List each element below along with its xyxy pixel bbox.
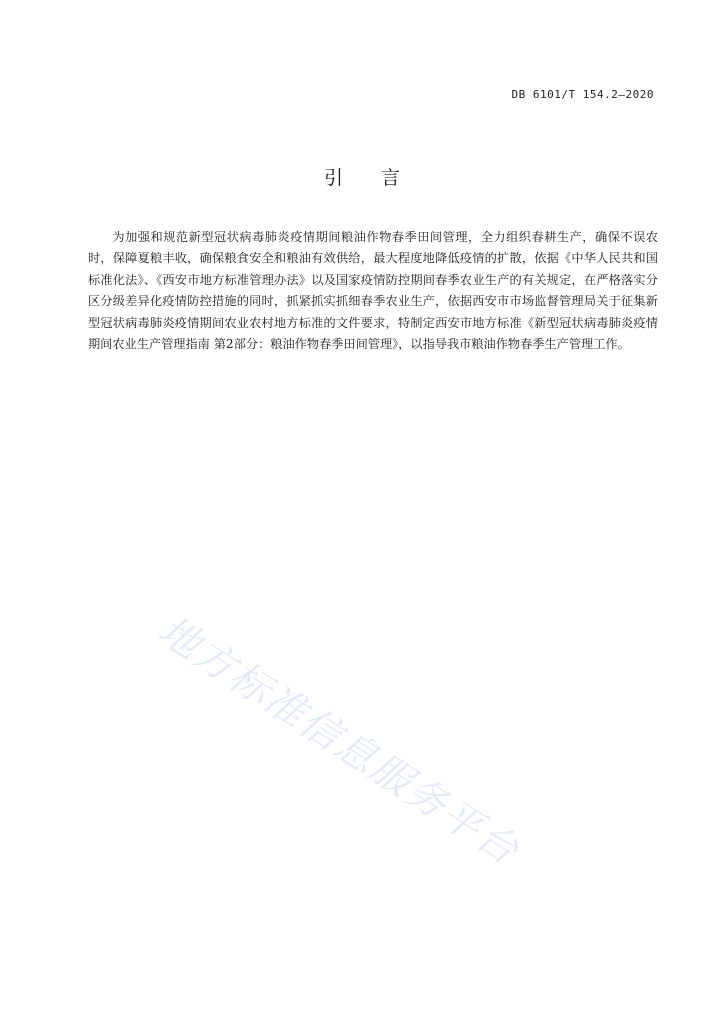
watermark: 地方标准信息服务平台 — [150, 607, 528, 875]
section-title-char-1: 引 — [323, 167, 343, 189]
section-title-char-2: 言 — [381, 167, 401, 189]
document-code: DB 6101/T 154.2—2020 — [511, 88, 654, 101]
section-title — [0, 163, 724, 190]
introduction-paragraph: 为加强和规范新型冠状病毒肺炎疫情期间粮油作物春季田间管理，全力组织春耕生产，确保不误农时，保障夏粮丰收，确保粮食安全和粮油有效供给，最大程度地降低疫情的扩散，依据《中华人民共和国标准化法》、《西安市地方标准管理办法》以及国家疫情防控期间春季农业生产的有关规定，在严格落实分区分级差异化疫情防控措施的同时，抓紧抓实抓细春季农业生产，依据西安市市场监督管理局关于征集新型冠状病毒肺炎疫情期间农业农村地方标准的文件要求，特制定西安市地方标准《新型冠状病毒肺炎疫情期间农业生产管理指南 第2部分：粮油作物春季田间管理》，以指导我市粮油作物春季生产管理工作。 — [88, 230, 658, 352]
